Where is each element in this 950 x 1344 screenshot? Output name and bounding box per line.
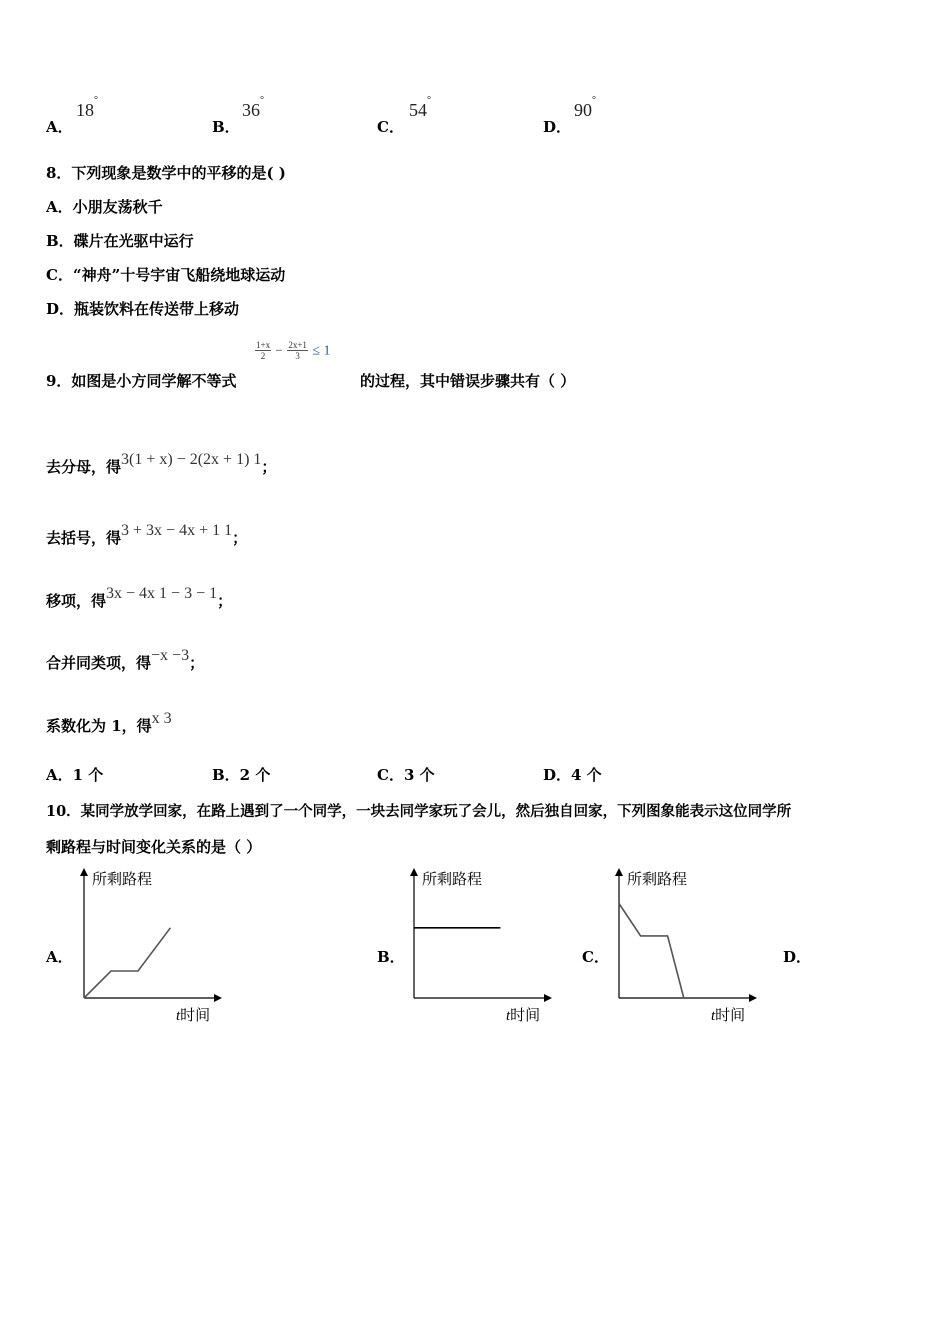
graph-a-svg (70, 868, 230, 1028)
graph-c (605, 868, 765, 1032)
graph-b-x-label: t时间 (506, 1006, 541, 1024)
q10-option-b-label[interactable]: B． (377, 948, 405, 966)
q9-option-c[interactable]: C．3 个 (377, 766, 435, 784)
q10-option-a-label[interactable]: A． (46, 948, 73, 966)
graph-b-x-arrow (544, 994, 552, 1002)
q9-step-4: 合并同类项，得−x −3； (46, 647, 205, 672)
q8-option-b[interactable]: B．碟片在光驱中运行 (46, 232, 194, 250)
graph-c-x-arrow (749, 994, 757, 1002)
graph-b-svg (400, 868, 560, 1028)
graph-a-x-label: t时间 (176, 1006, 211, 1024)
graph-c-x-label: t时间 (711, 1006, 746, 1024)
graph-a-y-arrow (80, 868, 88, 876)
q9-frac-1: $\frac{1+x}{2}$ (256, 340, 271, 361)
q9-frac-2: $\frac{2x+1}{3}$ (288, 340, 307, 361)
graph-b-y-label: 所剩路程 (422, 870, 483, 888)
graph-a-series-line (84, 928, 170, 998)
graph-a-x-arrow (214, 994, 222, 1002)
q8-option-d[interactable]: D．瓶装饮料在传送带上移动 (46, 300, 240, 318)
q8-stem: 8．下列现象是数学中的平移的是( ) (46, 164, 286, 182)
q10-option-d-label[interactable]: D． (783, 948, 812, 966)
graph-a (70, 868, 230, 1032)
q9-stem-suffix: 的过程，其中错误步骤共有（ ） (360, 372, 576, 390)
q7-option-d-value: 90° (574, 95, 596, 120)
graph-b (400, 868, 560, 1032)
q10-stem-line2: 剩路程与时间变化关系的是（ ） (46, 838, 262, 856)
q7-option-a-label[interactable]: A． (46, 118, 73, 136)
q9-step-1: 去分母，得3(1 + x) − 2(2x + 1) 1； (46, 451, 277, 476)
graph-c-y-label: 所剩路程 (627, 870, 688, 888)
q9-inequality: $\frac{1+x}{2}$ − $\frac{2x+1}{3}$ ≤ 1 (256, 340, 331, 361)
q9-option-b[interactable]: B．2 个 (212, 766, 271, 784)
q10-option-c-label[interactable]: C． (582, 948, 609, 966)
q8-option-a[interactable]: A．小朋友荡秋千 (46, 198, 163, 216)
graph-a-y-label: 所剩路程 (92, 870, 153, 888)
q7-option-b-label[interactable]: B． (212, 118, 240, 136)
graph-c-series-line (619, 904, 684, 999)
graph-c-y-arrow (615, 868, 623, 876)
q9-option-a[interactable]: A．1 个 (46, 766, 104, 784)
q9-step-3: 移项，得3x − 4x 1 − 3 − 1； (46, 585, 233, 610)
q10-stem-line1: 10．某同学放学回家，在路上遇到了一个同学，一块去同学家玩了会儿，然后独自回家，下列图象能表示这位同学所 (46, 803, 792, 820)
q9-step-2: 去括号，得3 + 3x − 4x + 1 1； (46, 522, 248, 547)
q7-option-b-value: 36° (242, 95, 264, 120)
q9-option-d[interactable]: D．4 个 (543, 766, 602, 784)
graph-c-svg (605, 868, 765, 1028)
q9-step-5: 系数化为 1，得x 3 (46, 710, 172, 735)
q8-option-c[interactable]: C．“神舟”十号宇宙飞船绕地球运动 (46, 266, 286, 284)
q9-stem-prefix: 9．如图是小方同学解不等式 (46, 372, 237, 390)
q7-option-c-value: 54° (409, 95, 431, 120)
graph-b-y-arrow (410, 868, 418, 876)
q7-option-c-label[interactable]: C． (377, 118, 404, 136)
q7-option-a-value: 18° (76, 95, 98, 120)
q7-option-d-label[interactable]: D． (543, 118, 572, 136)
